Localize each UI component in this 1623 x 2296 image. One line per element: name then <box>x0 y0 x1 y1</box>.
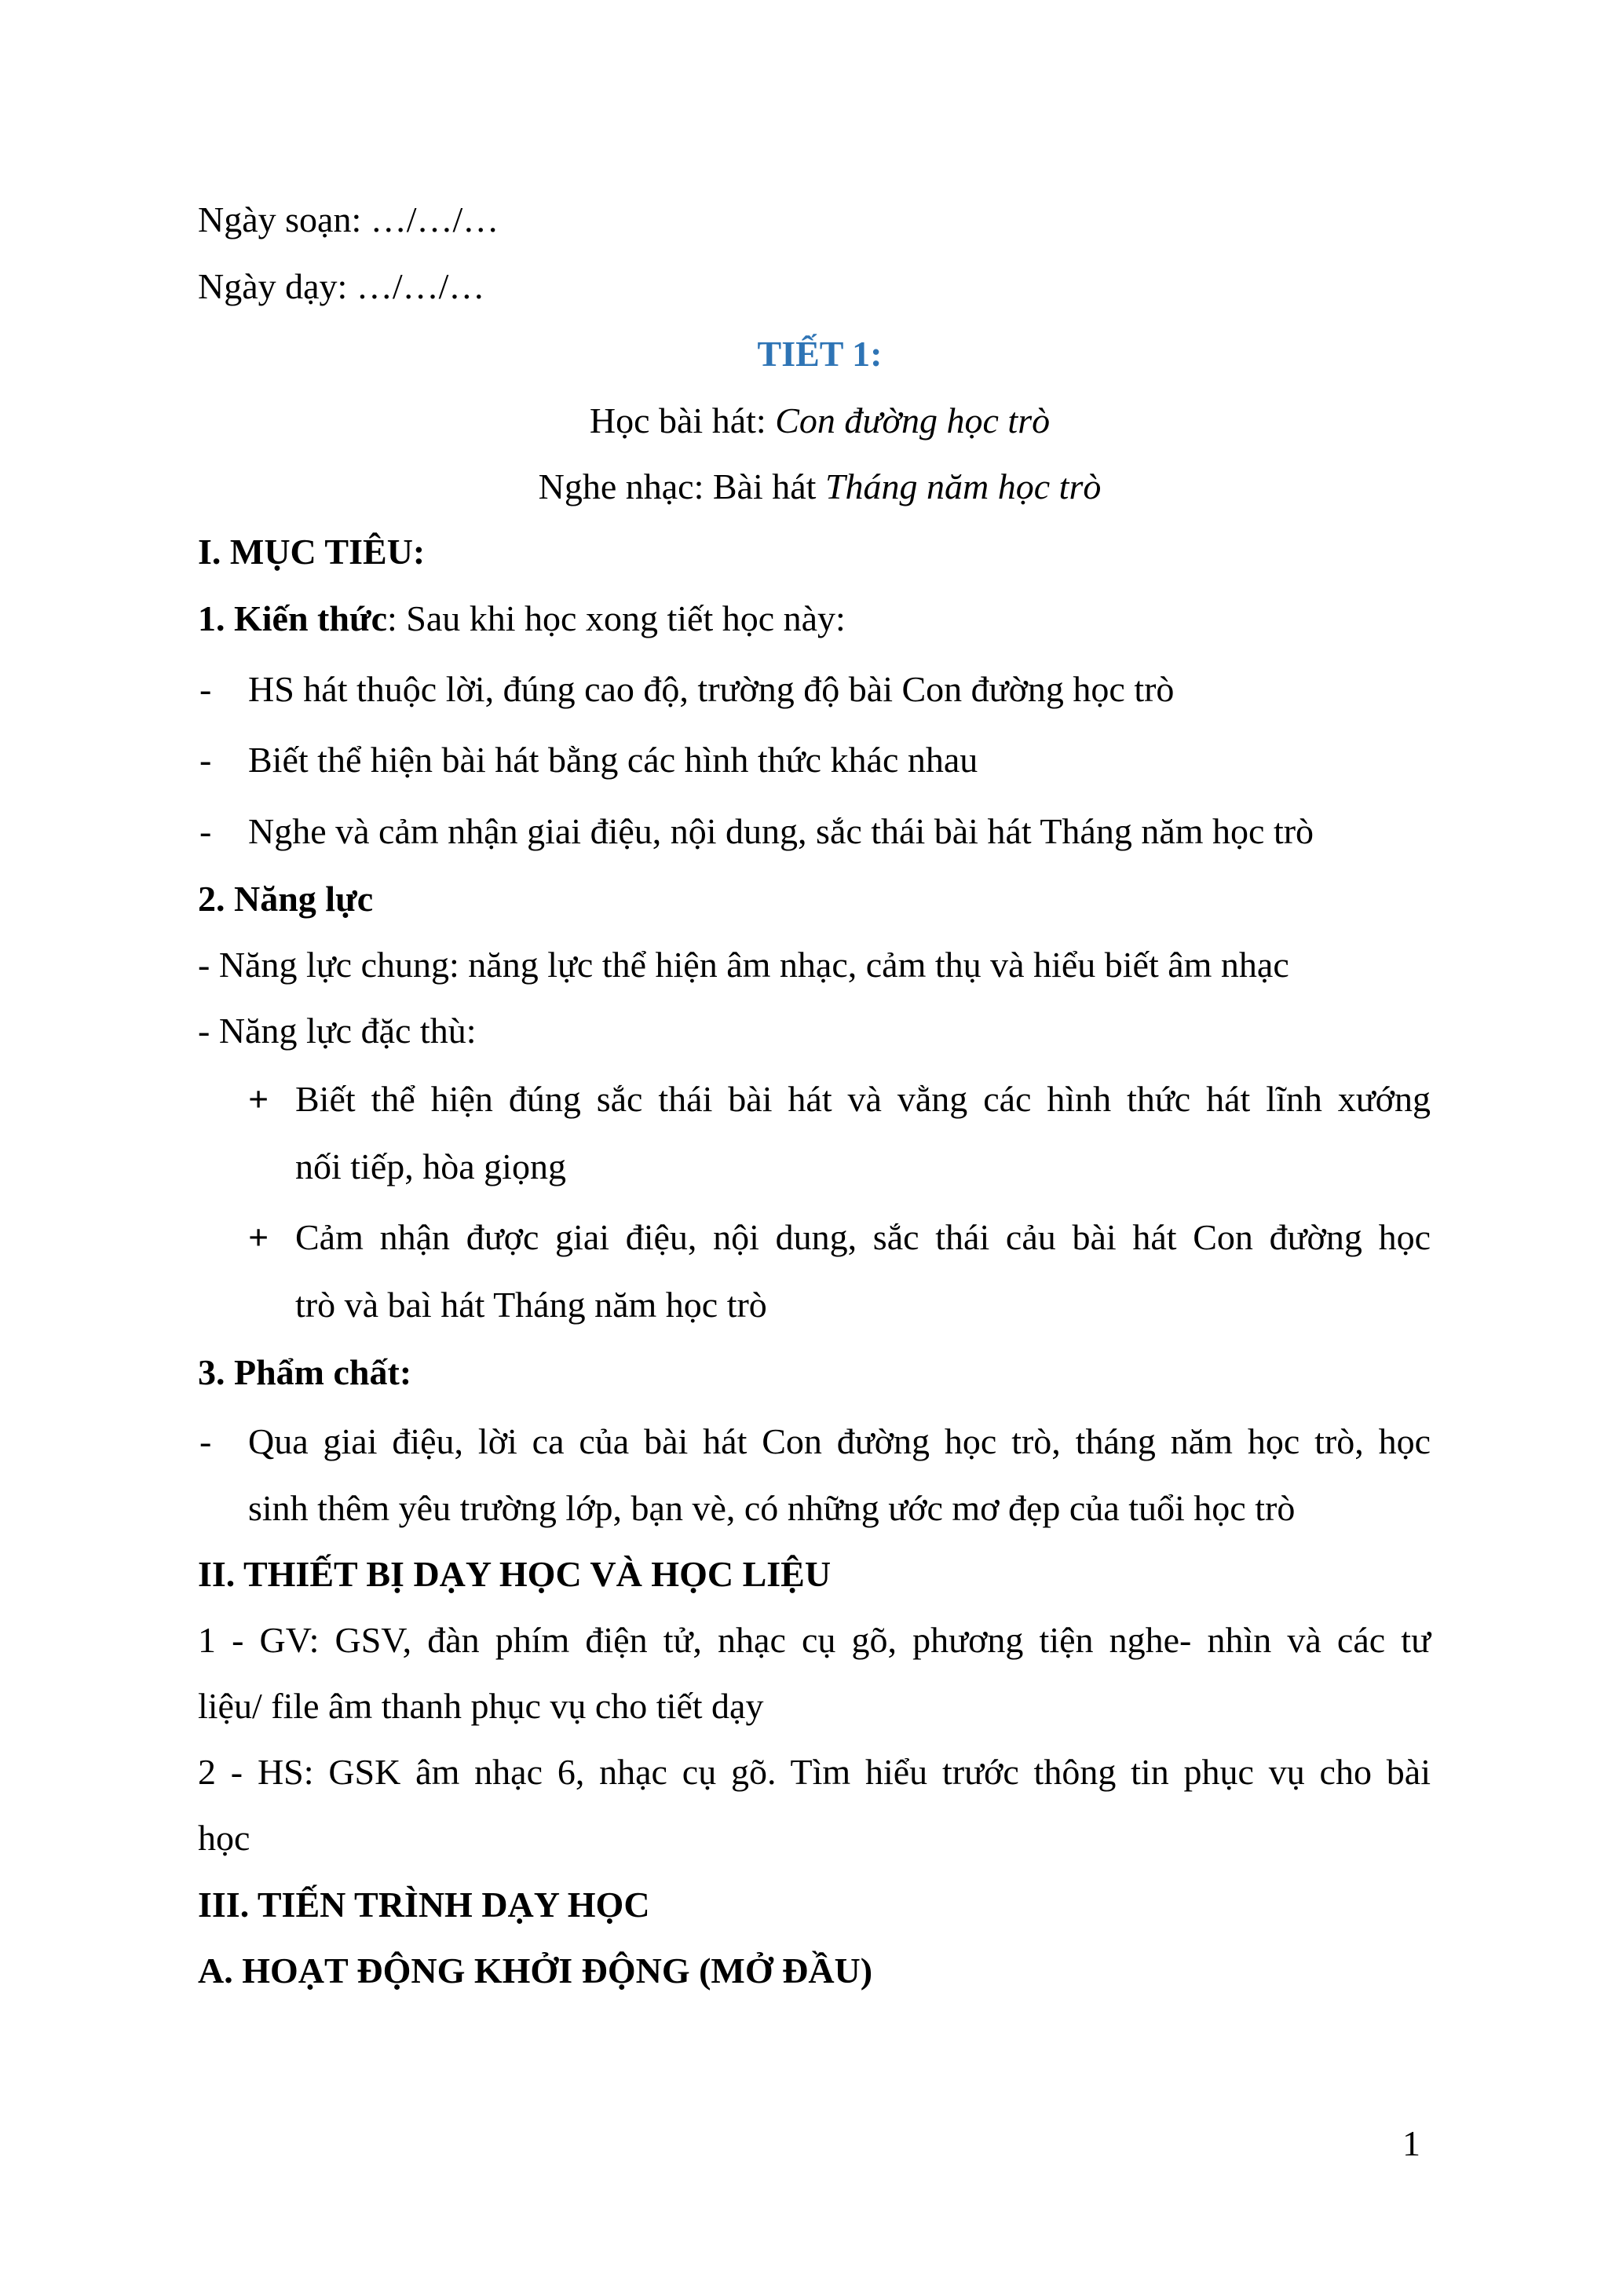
plus-item-line2: trò và baì hát Tháng năm học trò <box>295 1285 767 1325</box>
section3-subheading: A. HOẠT ĐỘNG KHỞI ĐỘNG (MỞ ĐẦU) <box>198 1951 873 1991</box>
plus-item-line1: Cảm nhận được giai điệu, nội dung, sắc thái cảu bài hát Con đường học <box>295 1217 1431 1257</box>
nang-luc-heading: 2. Năng lực <box>198 879 374 919</box>
hoc-bai-hat <box>199 397 1440 444</box>
plus-item-line2: nối tiếp, hòa giọng <box>295 1146 566 1186</box>
kien-thuc-text: : Sau khi học xong tiết học này: <box>386 598 846 638</box>
pham-chat-line2: sinh thêm yêu trường lớp, bạn vè, có những ước mơ đẹp của tuổi học trò <box>248 1488 1296 1528</box>
bullet-plus: + <box>248 1217 269 1257</box>
kien-thuc-item: HS hát thuộc lời, đúng cao độ, trường độ bài Con đường học trò <box>248 669 1175 709</box>
nang-luc-chung: - Năng lực chung: năng lực thể hiện âm nhạc, cảm thụ và hiểu biết âm nhạc <box>198 945 1289 985</box>
kien-thuc <box>198 595 846 642</box>
hoc-bai-hat-name: Con đường học trò <box>775 400 1051 441</box>
section1-heading: I. MỤC TIÊU: <box>198 532 426 572</box>
lesson-title: TIẾT 1: <box>757 334 883 374</box>
ngay-soan: Ngày soạn: …/…/… <box>198 199 499 239</box>
pham-chat-line1: Qua giai điệu, lời ca của bài hát Con đường học trò, tháng năm học trò, học <box>248 1421 1431 1461</box>
nang-luc-dac-thu: - Năng lực đặc thù: <box>198 1011 477 1051</box>
gv-line2: liệu/ file âm thanh phục vụ cho tiết dạy <box>198 1686 764 1726</box>
kien-thuc-item: Biết thể hiện bài hát bằng các hình thức khác nhau <box>248 740 978 780</box>
bullet-dash: - <box>199 811 212 851</box>
kien-thuc-item: Nghe và cảm nhận giai điệu, nội dung, sắc thái bài hát Tháng năm học trò <box>248 811 1314 851</box>
bullet-plus: + <box>248 1079 269 1119</box>
bullet-dash: - <box>199 669 212 709</box>
hoc-bai-hat-label: Học bài hát: <box>589 400 776 441</box>
nghe-nhac-name: Tháng năm học trò <box>824 466 1102 506</box>
section3-heading: III. TIẾN TRÌNH DẠY HỌC <box>198 1885 650 1925</box>
bullet-dash: - <box>199 740 212 780</box>
ngay-day: Ngày dạy: …/…/… <box>198 266 485 306</box>
hs-line1: 2 - HS: GSK âm nhạc 6, nhạc cụ gõ. Tìm hiểu trước thông tin phục vụ cho bài <box>198 1752 1431 1792</box>
page-number: 1 <box>1402 2123 1420 2163</box>
kien-thuc-label: 1. Kiến thức <box>198 598 387 638</box>
gv-line1: 1 - GV: GSV, đàn phím điện tử, nhạc cụ gõ, phương tiện nghe- nhìn và các tư <box>198 1620 1431 1660</box>
bullet-dash: - <box>199 1421 212 1461</box>
nghe-nhac-label: Nghe nhạc: Bài hát <box>538 466 825 506</box>
plus-item-line1: Biết thể hiện đúng sắc thái bài hát và vằng các hình thức hát lĩnh xướng <box>295 1079 1431 1119</box>
pham-chat-heading: 3. Phẩm chất: <box>198 1352 412 1392</box>
nghe-nhac <box>199 463 1440 510</box>
section2-heading: II. THIẾT BỊ DẠY HỌC VÀ HỌC LIỆU <box>198 1554 832 1594</box>
hs-line2: học <box>198 1818 250 1858</box>
